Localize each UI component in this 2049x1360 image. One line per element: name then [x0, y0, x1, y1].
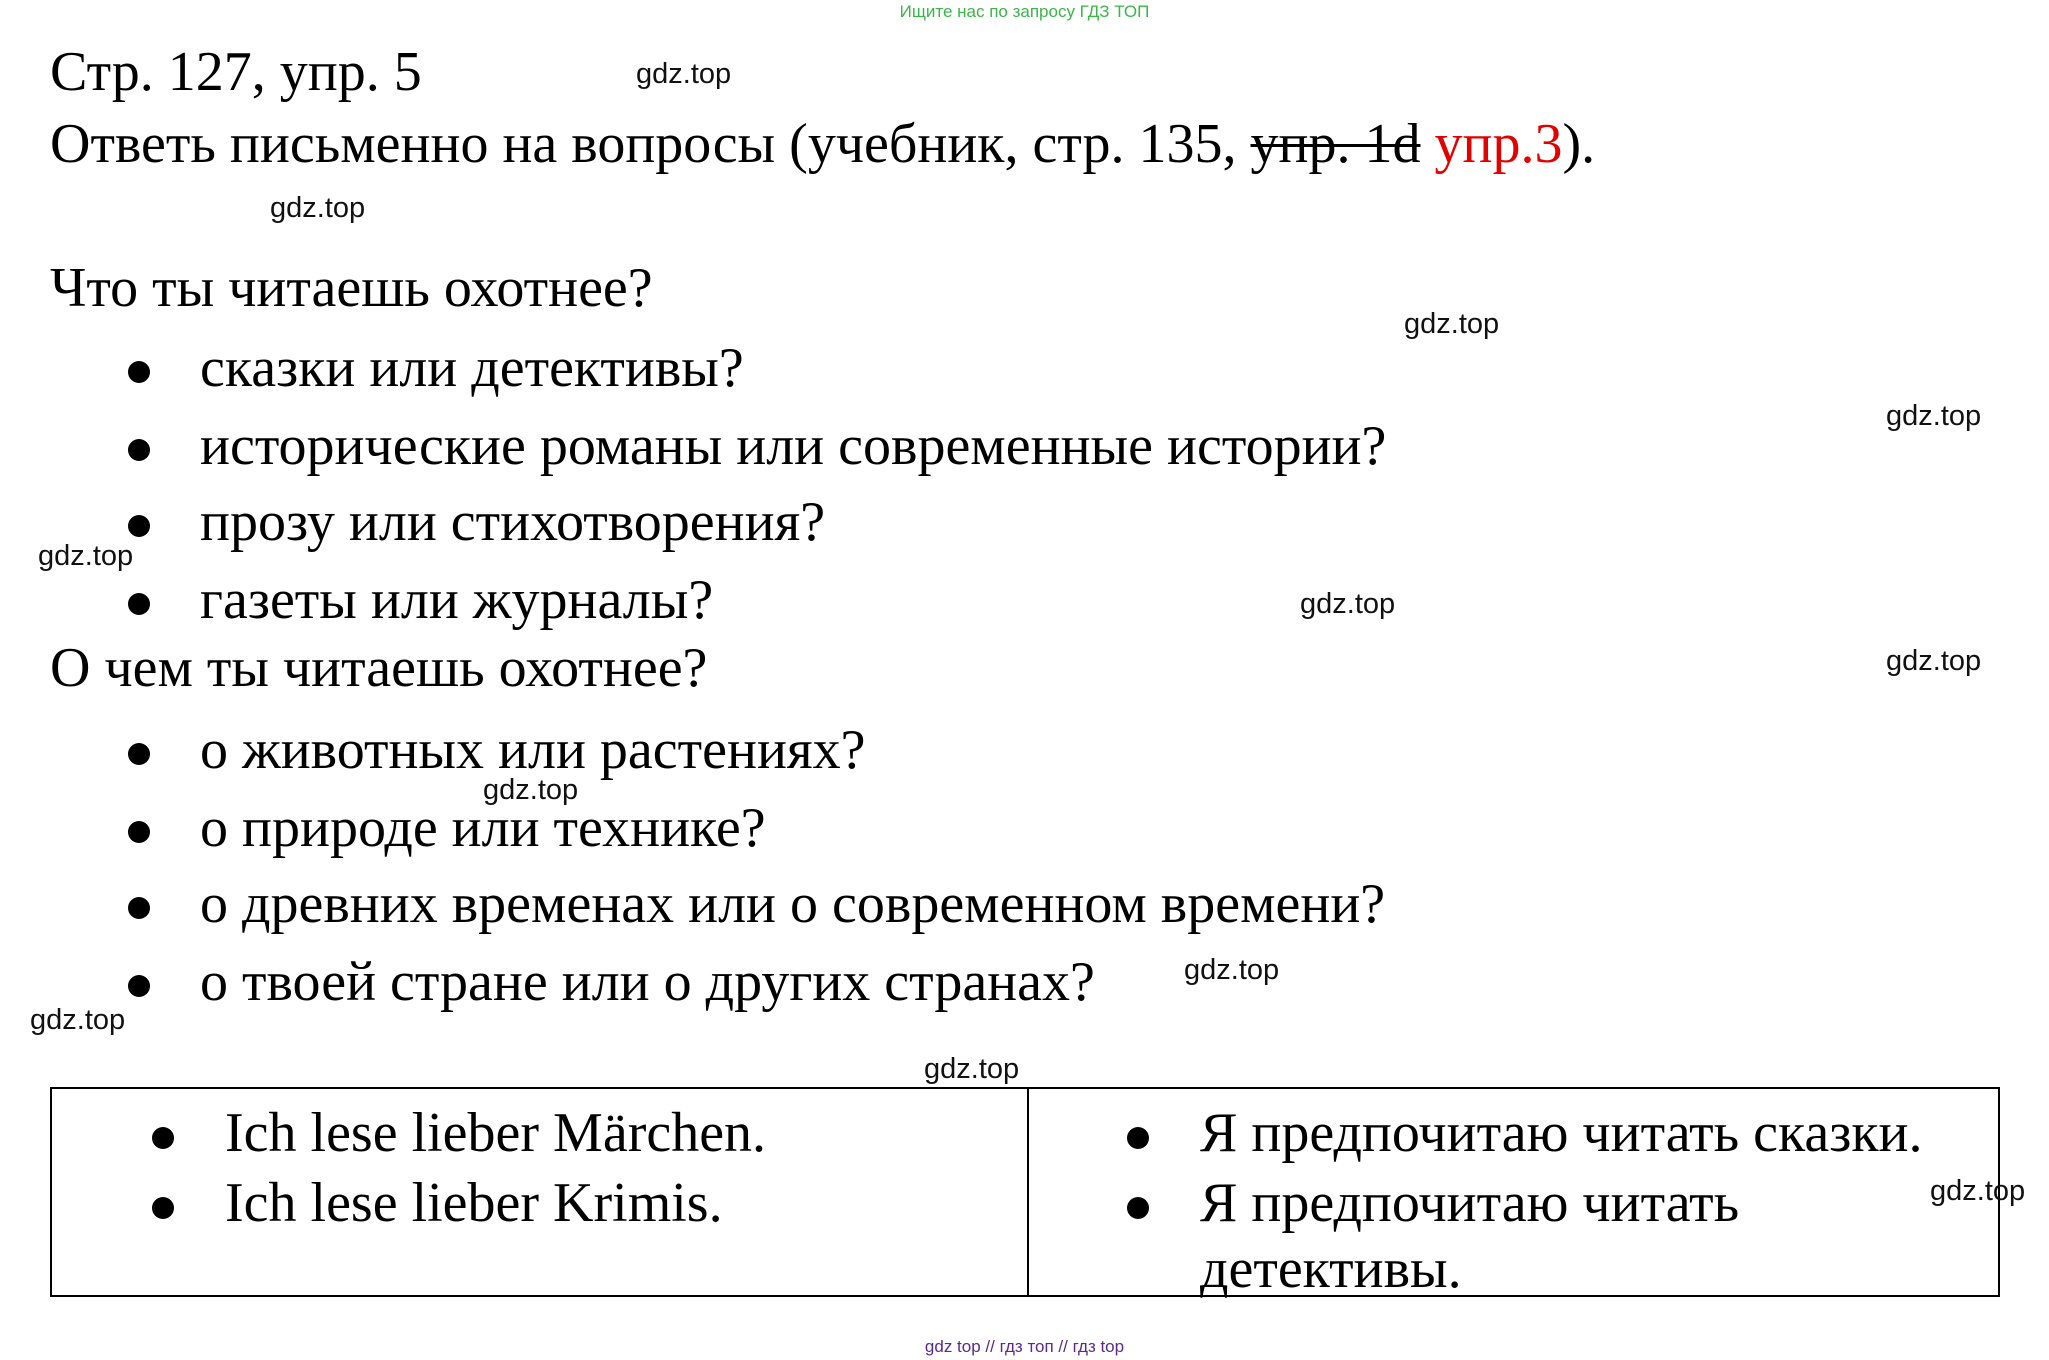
watermark: gdz.top: [38, 540, 134, 572]
page-reference: Стр. 127, упр. 5: [50, 41, 422, 103]
watermark: gdz.top: [1184, 954, 1280, 986]
column-divider: [1027, 1089, 1029, 1295]
bullet-icon: [128, 515, 150, 537]
watermark: gdz.top: [1886, 400, 1982, 432]
footer-links: gdz top // гдз топ // гдз top: [924, 1337, 1125, 1356]
bullet-icon: [128, 743, 150, 765]
watermark: gdz.top: [1886, 645, 1982, 677]
search-hint-banner: Ищите нас по запросу ГДЗ ТОП: [899, 2, 1150, 21]
german-answer: Ich lese lieber Krimis.: [225, 1172, 723, 1234]
task-suffix: ).: [1562, 113, 1596, 175]
list-item: о древних временах или о современном времени?: [200, 873, 1386, 935]
russian-answer-continued: детективы.: [1200, 1238, 1462, 1300]
list-item: прозу или стихотворения?: [200, 491, 826, 553]
bullet-icon: [152, 1197, 174, 1219]
list-item: сказки или детективы?: [200, 337, 744, 399]
struck-reference: упр. 1d: [1250, 113, 1421, 175]
bullet-icon: [128, 897, 150, 919]
bullet-icon: [152, 1127, 174, 1149]
list-item: газеты или журналы?: [200, 569, 714, 631]
watermark: gdz.top: [1930, 1175, 2026, 1207]
bullet-icon: [128, 975, 150, 997]
german-answer: Ich lese lieber Märchen.: [225, 1102, 767, 1164]
watermark: gdz.top: [483, 774, 579, 806]
watermark: gdz.top: [636, 58, 732, 90]
bullet-icon: [128, 821, 150, 843]
question-what: Что ты читаешь охотнее?: [50, 257, 653, 319]
bullet-icon: [128, 593, 150, 615]
list-item: о животных или растениях?: [200, 719, 866, 781]
task-prefix: Ответь письменно на вопросы (учебник, стр. 135,: [50, 113, 1237, 175]
bullet-icon: [1127, 1127, 1149, 1149]
russian-answer: Я предпочитаю читать сказки.: [1200, 1102, 1923, 1164]
bullet-icon: [128, 439, 150, 461]
watermark: gdz.top: [270, 192, 366, 224]
russian-answer: Я предпочитаю читать: [1200, 1172, 1740, 1234]
watermark: gdz.top: [30, 1004, 126, 1036]
corrected-reference: упр.3: [1434, 113, 1563, 175]
watermark: gdz.top: [1404, 308, 1500, 340]
watermark: gdz.top: [924, 1053, 1020, 1085]
watermark: gdz.top: [1300, 588, 1396, 620]
list-item: о природе или технике?: [200, 797, 766, 859]
question-about: О чем ты читаешь охотнее?: [50, 637, 708, 699]
task-instruction: [50, 112, 1595, 176]
answer-table: [50, 1087, 2000, 1300]
list-item: исторические романы или современные истории?: [200, 415, 1387, 477]
bullet-icon: [128, 361, 150, 383]
bullet-icon: [1127, 1197, 1149, 1219]
list-item: о твоей стране или о других странах?: [200, 951, 1095, 1013]
